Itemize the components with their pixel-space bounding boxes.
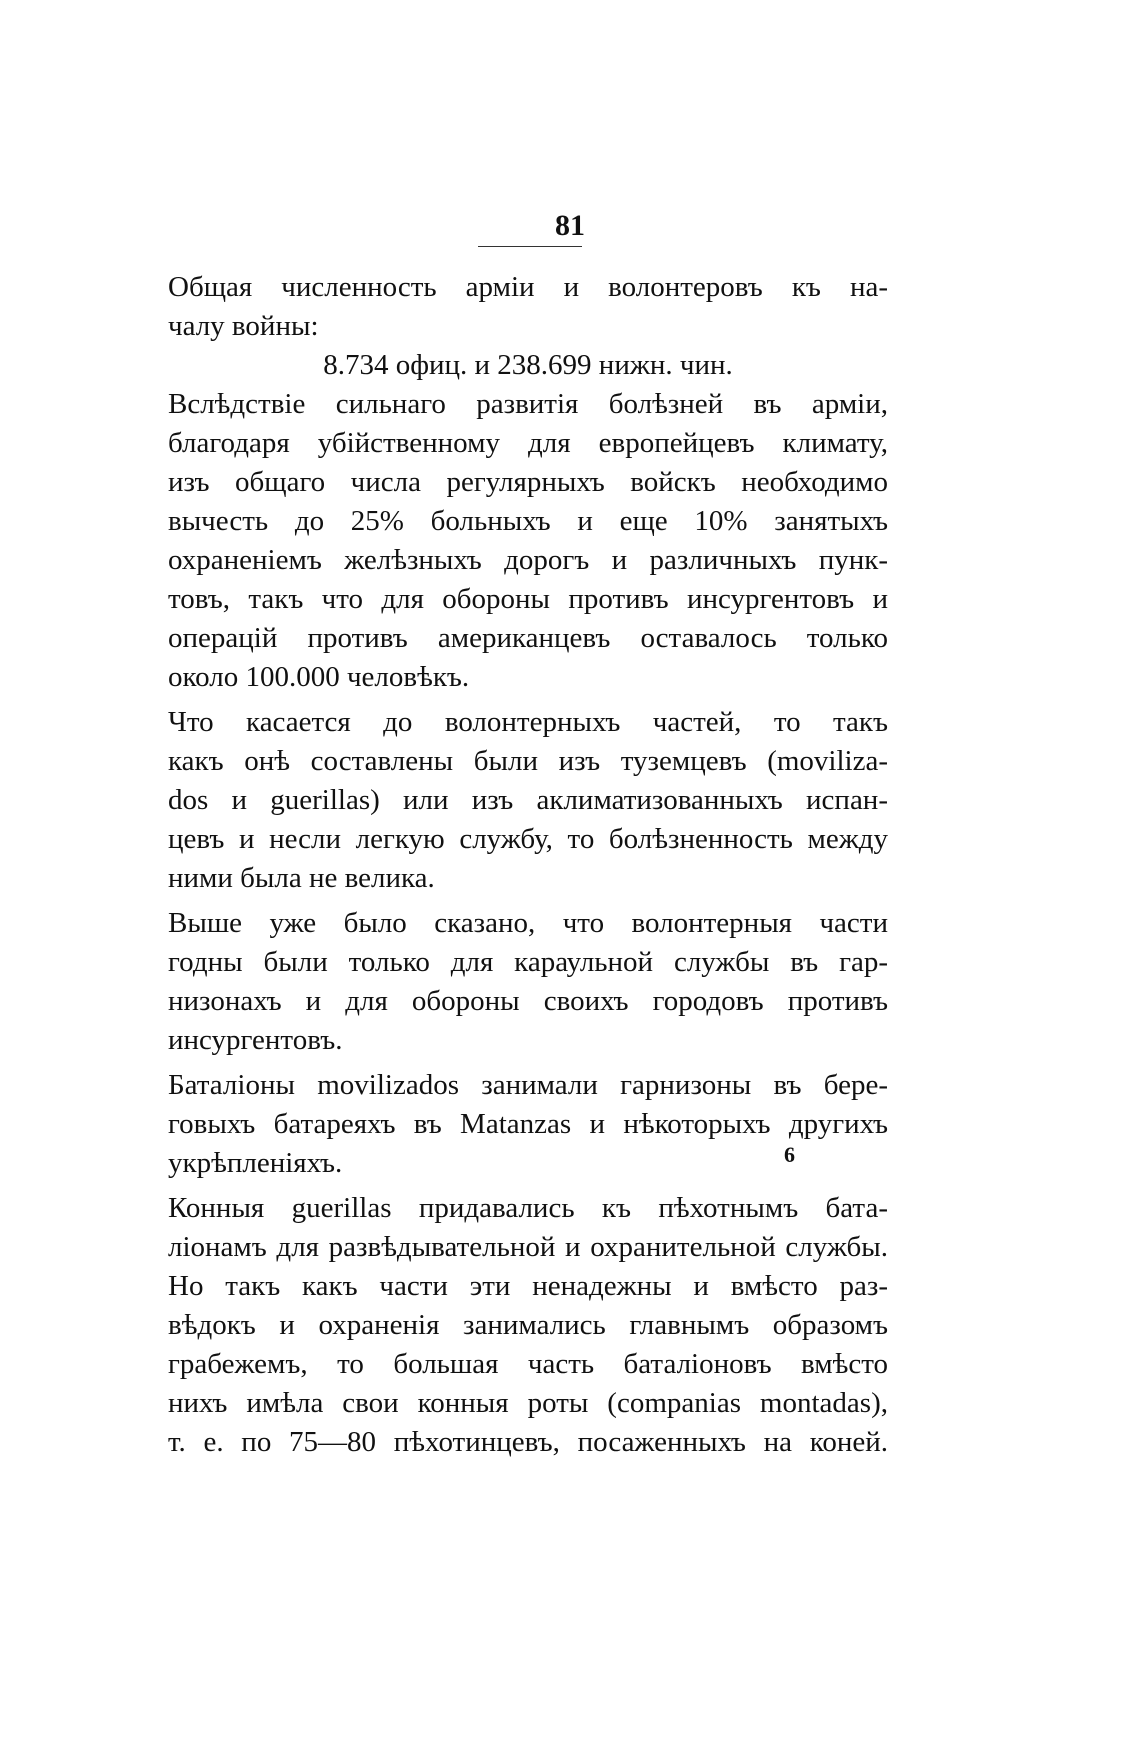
text-line: нихъ имѣла свои конныя роты (companias montadas),: [168, 1387, 888, 1419]
text-line: ними была не велика.: [168, 862, 435, 894]
text-line: т. е. по 75—80 пѣхотинцевъ, посаженныхъ на коней.: [168, 1426, 888, 1458]
page-number: 81: [555, 209, 585, 242]
text-line: товъ, такъ что для обороны противъ инсургентовъ и: [168, 583, 888, 615]
body-text: [168, 268, 888, 1462]
text-line: охраненіемъ желѣзныхъ дорогъ и различныхъ пунк-: [168, 544, 888, 576]
text-line: грабежемъ, то большая часть баталіоновъ вмѣсто: [168, 1348, 888, 1380]
text-line: Но такъ какъ части эти ненадежны и вмѣсто раз-: [168, 1270, 888, 1302]
page-number-rule: [478, 246, 582, 247]
text-line: какъ онѣ составлены были изъ туземцевъ (moviliza-: [168, 745, 888, 777]
text-line: изъ общаго числа регулярныхъ войскъ необходимо: [168, 466, 888, 498]
text-line: Баталіоны movilizados занимали гарнизоны въ бере-: [168, 1069, 888, 1101]
text-line: благодаря убійственному для европейцевъ климату,: [168, 427, 888, 459]
text-line: говыхъ батареяхъ въ Matanzas и нѣкоторыхъ другихъ: [168, 1108, 888, 1140]
text-line: 8.734 офиц. и 238.699 нижн. чин.: [323, 349, 733, 381]
text-line: вычесть до 25% больныхъ и еще 10% занятыхъ: [168, 505, 888, 537]
text-line: около 100.000 человѣкъ.: [168, 661, 470, 693]
text-line: Общая численность арміи и волонтеровъ къ на-: [168, 271, 888, 303]
text-line: цевъ и несли легкую службу, то болѣзненность между: [168, 823, 888, 855]
text-line: вѣдокъ и охраненія занимались главнымъ образомъ: [168, 1309, 888, 1341]
text-line: Что касается до волонтерныхъ частей, то такъ: [168, 706, 888, 738]
text-line: годны были только для караульной службы въ гар-: [168, 946, 888, 978]
text-line: операцій противъ американцевъ оставалось только: [168, 622, 888, 654]
text-line: Вслѣдствіе сильнаго развитія болѣзней въ арміи,: [168, 388, 888, 420]
text-line: Конныя guerillas придавались къ пѣхотнымъ бата-: [168, 1192, 888, 1224]
text-line: dos и guerillas) или изъ аклиматизованныхъ испан-: [168, 784, 888, 816]
signature-mark: 6: [784, 1142, 795, 1167]
text-line: низонахъ и для обороны своихъ городовъ противъ: [168, 985, 888, 1017]
text-line: чалу войны:: [168, 310, 319, 342]
text-line: ліонамъ для развѣдывательной и охранительной службы.: [168, 1231, 888, 1263]
text-line: инсургентовъ.: [168, 1024, 343, 1056]
text-line: укрѣпленіяхъ.: [168, 1147, 343, 1179]
text-line: Выше уже было сказано, что волонтерныя части: [168, 907, 888, 939]
